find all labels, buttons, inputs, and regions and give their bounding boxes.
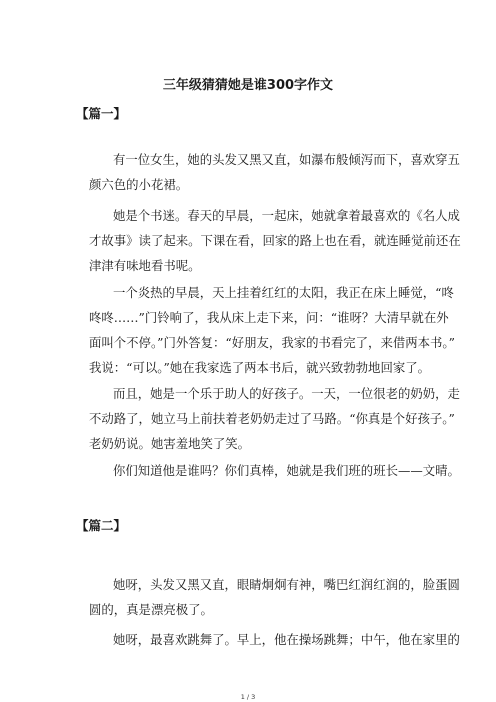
paragraph-line: 颜六色的小花裙。	[89, 177, 189, 192]
paragraph-line: 她呀，最喜欢跳舞了。早上，他在操场跳舞；中午，他在家里的	[113, 632, 460, 647]
paragraph-line: 咚咚……”门铃响了，我从床上走下来，问：“谁呀？大清早就在外	[89, 310, 449, 325]
paragraph-line: 老奶奶说。她害羞地笑了笑。	[89, 436, 251, 451]
paragraph-line: 不动路了，她立马上前扶着老奶奶走过了马路。“你真是个好孩子。”	[89, 411, 455, 426]
paragraph-1	[89, 147, 460, 197]
section-heading-2: 【篇二】	[76, 518, 127, 533]
paragraph-line: 而且，她是一个乐于助人的好孩子。一天，一位很老的奶奶，走	[113, 386, 460, 401]
page-indicator: 1 / 3	[240, 693, 256, 701]
paragraph-2	[89, 203, 461, 278]
paragraph-line: 圆的，真是漂亮极了。	[89, 602, 213, 617]
section-heading-1: 【篇一】	[76, 106, 127, 121]
paragraph-7	[89, 627, 460, 652]
paragraph-6	[89, 572, 460, 622]
document-title: 三年级猜猜她是谁300字作文	[162, 78, 334, 93]
paragraph-line: 面叫个不停。”门外答复：“好朋友，我家的书看完了，来借两本书。”	[89, 335, 455, 350]
paragraph-5	[89, 458, 460, 483]
paragraph-line: 她是个书迷。春天的早晨，一起床，她就拿着最喜欢的《名人成	[113, 208, 460, 223]
paragraph-line: 才故事》读了起来。下课在看，回家的路上也在看，就连睡觉前还在	[89, 233, 461, 248]
paragraph-line: 我说：“可以。”她在我家选了两本书后，就兴致勃勃地回家了。	[89, 360, 431, 375]
paragraph-line: 有一位女生，她的头发又黑又直，如瀑布般倾泻而下，喜欢穿五	[113, 152, 460, 167]
paragraph-4	[89, 381, 460, 456]
paragraph-line: 一个炎热的早晨，天上挂着红红的太阳，我正在床上睡觉，“咚	[113, 285, 454, 300]
paragraph-line: 你们知道他是谁吗？你们真棒，她就是我们班的班长——文晴。	[113, 463, 460, 478]
paragraph-3	[89, 280, 455, 380]
paragraph-line: 津津有味地看书呢。	[89, 258, 201, 273]
paragraph-line: 她呀，头发又黑又直，眼睛炯炯有神，嘴巴红润红润的，脸蛋圆	[113, 577, 460, 592]
